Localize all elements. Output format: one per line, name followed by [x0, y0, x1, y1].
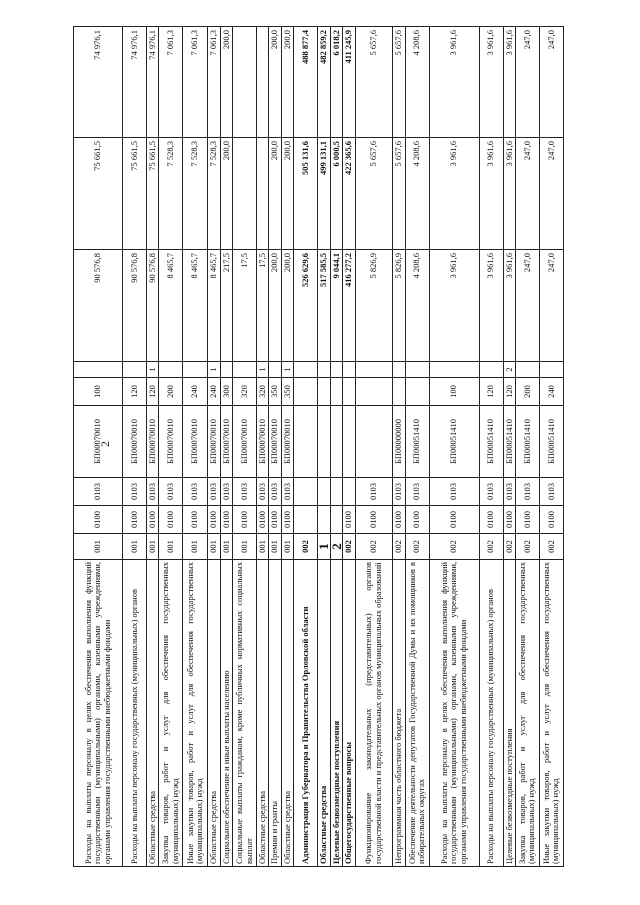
- amount-year-3: 411 245,9: [343, 27, 356, 138]
- code-admin: 002: [343, 534, 356, 560]
- amount-year-3: 5 657,6: [355, 27, 393, 138]
- amount-year-1: 526 629,6: [294, 250, 318, 362]
- code-expense-type: [343, 378, 356, 406]
- code-expense-type: 350: [269, 378, 282, 406]
- amount-year-3: 4 208,6: [405, 27, 429, 138]
- table-row: [429, 27, 479, 867]
- table-row: [208, 27, 221, 867]
- row-name: Целевые безвозмездные поступления: [503, 560, 516, 867]
- code-subsection: 0103: [183, 478, 208, 506]
- row-name: Непрограммная часть областного бюджета: [393, 560, 406, 867]
- amount-year-1: 90 576,8: [146, 250, 159, 362]
- code-target: БП00051410: [405, 406, 429, 478]
- amount-year-2: 7 528,3: [208, 138, 221, 250]
- table-row: [539, 27, 563, 867]
- amount-year-3: 3 961,6: [429, 27, 479, 138]
- code-admin: 001: [146, 534, 159, 560]
- code-source: [355, 362, 393, 378]
- code-section: 0100: [393, 506, 406, 534]
- code-admin: 002: [429, 534, 479, 560]
- code-expense-type: [393, 378, 406, 406]
- amount-year-3: 7 061,3: [208, 27, 221, 138]
- code-expense-type: [294, 378, 318, 406]
- code-admin: 002: [516, 534, 540, 560]
- amount-year-1: 3 961,6: [429, 250, 479, 362]
- code-section: 0100: [355, 506, 393, 534]
- code-target: БП00000000: [393, 406, 406, 478]
- amount-year-1: 17,5: [233, 250, 257, 362]
- code-source: [330, 362, 343, 378]
- code-expense-type: 120: [146, 378, 159, 406]
- code-subsection: 0103: [429, 478, 479, 506]
- row-name: Расходы на выплаты персоналу в целях обеспечения выполнения функций государственными (муниципальными) органами, казенными учреждениями, органами управления государственными внебюджетными фондами: [429, 560, 479, 867]
- amount-year-3: 482 859,2: [318, 27, 331, 138]
- code-subsection: 0103: [256, 478, 269, 506]
- row-name: Социальные выплаты гражданам, кроме публичных нормативных социальных выплат: [233, 560, 257, 867]
- amount-year-1: 8 465,7: [183, 250, 208, 362]
- code-subsection: 0103: [146, 478, 159, 506]
- amount-year-2: 200,0: [220, 138, 233, 250]
- code-subsection: 0103: [503, 478, 516, 506]
- code-subsection: 0103: [281, 478, 294, 506]
- code-subsection: 0103: [269, 478, 282, 506]
- code-expense-type: 320: [233, 378, 257, 406]
- amount-year-1: 217,5: [220, 250, 233, 362]
- table-row: [479, 27, 503, 867]
- amount-year-2: 3 961,6: [429, 138, 479, 250]
- table-row: [220, 27, 233, 867]
- code-section: 0100: [343, 506, 356, 534]
- code-source: [233, 362, 257, 378]
- code-section: 0100: [503, 506, 516, 534]
- amount-year-1: 9 044,1: [330, 250, 343, 362]
- amount-year-1: 5 826,9: [393, 250, 406, 362]
- code-subsection: 0103: [405, 478, 429, 506]
- code-admin: 1: [318, 534, 331, 560]
- amount-year-2: 422 365,6: [343, 138, 356, 250]
- code-target: БП00070010: [208, 406, 221, 478]
- code-expense-type: 240: [183, 378, 208, 406]
- code-target: БП00070010: [183, 406, 208, 478]
- code-subsection: [343, 478, 356, 506]
- code-expense-type: 100: [74, 378, 123, 406]
- amount-year-3: 247,0: [539, 27, 563, 138]
- code-subsection: 0103: [393, 478, 406, 506]
- amount-year-3: 74 976,1: [74, 27, 123, 138]
- amount-year-3: 5 657,6: [393, 27, 406, 138]
- budget-table: [73, 26, 564, 867]
- code-target: БП00051410: [429, 406, 479, 478]
- code-admin: 002: [294, 534, 318, 560]
- page-number: 2: [98, 441, 112, 447]
- row-name: Областные средства: [146, 560, 159, 867]
- code-section: 0100: [479, 506, 503, 534]
- code-subsection: 0103: [122, 478, 146, 506]
- amount-year-1: 3 961,6: [503, 250, 516, 362]
- code-expense-type: 320: [256, 378, 269, 406]
- code-target: [318, 406, 331, 478]
- code-subsection: 0103: [74, 478, 123, 506]
- amount-year-3: 7 061,3: [159, 27, 183, 138]
- amount-year-2: 5 657,6: [355, 138, 393, 250]
- budget-table-body: [74, 27, 564, 867]
- amount-year-2: 3 961,6: [503, 138, 516, 250]
- table-row: [503, 27, 516, 867]
- code-subsection: 0103: [516, 478, 540, 506]
- amount-year-3: 3 961,6: [503, 27, 516, 138]
- table-row: [233, 27, 257, 867]
- row-name: Иные закупки товаров, работ и услуг для обеспечения государственных (муниципальных) нужд: [539, 560, 563, 867]
- code-subsection: 0103: [208, 478, 221, 506]
- amount-year-1: 5 826,9: [355, 250, 393, 362]
- code-source: 2: [503, 362, 516, 378]
- row-name: Областные средства: [318, 560, 331, 867]
- amount-year-1: 247,0: [539, 250, 563, 362]
- amount-year-1: 90 576,8: [122, 250, 146, 362]
- code-expense-type: 120: [503, 378, 516, 406]
- code-section: 0100: [256, 506, 269, 534]
- table-row: [318, 27, 331, 867]
- code-admin: 001: [159, 534, 183, 560]
- row-name: Расходы на выплаты персоналу государственных (муниципальных) органов: [479, 560, 503, 867]
- code-section: 0100: [516, 506, 540, 534]
- code-admin: 001: [269, 534, 282, 560]
- table-row: [122, 27, 146, 867]
- row-name: Администрация Губернатора и Правительства Орловской области: [294, 560, 318, 867]
- code-admin: 001: [281, 534, 294, 560]
- code-admin: 001: [220, 534, 233, 560]
- amount-year-2: 6 000,5: [330, 138, 343, 250]
- code-target: БП00051410: [479, 406, 503, 478]
- amount-year-3: 74 976,1: [122, 27, 146, 138]
- code-admin: 002: [393, 534, 406, 560]
- row-name: Премии и гранты: [269, 560, 282, 867]
- code-section: 0100: [233, 506, 257, 534]
- table-row: [269, 27, 282, 867]
- code-section: 0100: [122, 506, 146, 534]
- amount-year-2: 505 131,6: [294, 138, 318, 250]
- code-source: [74, 362, 123, 378]
- amount-year-2: 200,0: [269, 138, 282, 250]
- table-row: [146, 27, 159, 867]
- code-admin: 001: [122, 534, 146, 560]
- code-admin: 002: [355, 534, 393, 560]
- table-row: [405, 27, 429, 867]
- row-name: Иные закупки товаров, работ и услуг для обеспечения государственных (муниципальных) нужд: [183, 560, 208, 867]
- amount-year-3: 488 877,4: [294, 27, 318, 138]
- code-section: [330, 506, 343, 534]
- code-admin: 001: [183, 534, 208, 560]
- code-expense-type: 200: [159, 378, 183, 406]
- row-name: Закупка товаров, работ и услуг для обеспечения государственных (муниципальных) нужд: [159, 560, 183, 867]
- row-name: Областные средства: [208, 560, 221, 867]
- amount-year-3: 247,0: [516, 27, 540, 138]
- code-source: [183, 362, 208, 378]
- code-target: БП00070010: [281, 406, 294, 478]
- row-name: Функционирование законодательных (представительных) органов государственной власти и представительных органов муниципальных образований: [355, 560, 393, 867]
- code-subsection: [318, 478, 331, 506]
- budget-table-rotated: [73, 27, 564, 867]
- code-expense-type: 300: [220, 378, 233, 406]
- code-source: 1: [256, 362, 269, 378]
- amount-year-2: 499 131,1: [318, 138, 331, 250]
- amount-year-3: 74 976,1: [146, 27, 159, 138]
- amount-year-3: 7 061,3: [183, 27, 208, 138]
- table-row: [74, 27, 123, 867]
- code-admin: 001: [256, 534, 269, 560]
- code-target: БП00070010: [122, 406, 146, 478]
- code-expense-type: [318, 378, 331, 406]
- amount-year-2: 247,0: [516, 138, 540, 250]
- code-admin: 001: [74, 534, 123, 560]
- code-section: 0100: [74, 506, 123, 534]
- code-section: 0100: [146, 506, 159, 534]
- amount-year-3: 6 018,2: [330, 27, 343, 138]
- code-target: БП00070010: [74, 406, 123, 478]
- code-subsection: [330, 478, 343, 506]
- code-section: [318, 506, 331, 534]
- code-admin: 002: [479, 534, 503, 560]
- code-source: [318, 362, 331, 378]
- code-section: 0100: [159, 506, 183, 534]
- code-expense-type: 100: [429, 378, 479, 406]
- code-source: [539, 362, 563, 378]
- code-target: БП00051410: [516, 406, 540, 478]
- amount-year-1: 247,0: [516, 250, 540, 362]
- code-section: 0100: [183, 506, 208, 534]
- amount-year-2: 75 661,5: [122, 138, 146, 250]
- amount-year-3: [233, 27, 257, 138]
- amount-year-1: 3 961,6: [479, 250, 503, 362]
- code-source: 1: [208, 362, 221, 378]
- code-source: [393, 362, 406, 378]
- code-target: БП00051410: [503, 406, 516, 478]
- code-subsection: 0103: [539, 478, 563, 506]
- code-target: БП00070010: [233, 406, 257, 478]
- row-name: Социальное обеспечение и иные выплаты населению: [220, 560, 233, 867]
- code-admin: 002: [539, 534, 563, 560]
- code-source: [343, 362, 356, 378]
- code-target: [330, 406, 343, 478]
- code-section: 0100: [429, 506, 479, 534]
- code-section: 0100: [208, 506, 221, 534]
- amount-year-2: [256, 138, 269, 250]
- code-source: 1: [281, 362, 294, 378]
- amount-year-2: 4 208,6: [405, 138, 429, 250]
- amount-year-1: 17,5: [256, 250, 269, 362]
- table-row: [256, 27, 269, 867]
- code-target: БП00051410: [539, 406, 563, 478]
- amount-year-1: 200,0: [281, 250, 294, 362]
- amount-year-2: [233, 138, 257, 250]
- table-row: [330, 27, 343, 867]
- code-expense-type: [405, 378, 429, 406]
- table-row: [343, 27, 356, 867]
- code-expense-type: 240: [539, 378, 563, 406]
- code-source: [269, 362, 282, 378]
- code-expense-type: 120: [122, 378, 146, 406]
- code-source: [516, 362, 540, 378]
- amount-year-2: 75 661,5: [74, 138, 123, 250]
- code-section: 0100: [269, 506, 282, 534]
- code-source: [122, 362, 146, 378]
- row-name: Целевые безвозмездные поступления: [330, 560, 343, 867]
- code-target: БП00070010: [159, 406, 183, 478]
- code-target: [294, 406, 318, 478]
- code-target: БП00070010: [256, 406, 269, 478]
- table-row: [281, 27, 294, 867]
- amount-year-3: 200,0: [269, 27, 282, 138]
- code-subsection: [294, 478, 318, 506]
- amount-year-2: 247,0: [539, 138, 563, 250]
- amount-year-3: 3 961,6: [479, 27, 503, 138]
- code-admin: 002: [503, 534, 516, 560]
- amount-year-1: 8 465,7: [208, 250, 221, 362]
- amount-year-1: 90 576,8: [74, 250, 123, 362]
- table-row: [355, 27, 393, 867]
- code-subsection: 0103: [355, 478, 393, 506]
- amount-year-1: 8 465,7: [159, 250, 183, 362]
- code-source: [429, 362, 479, 378]
- row-name: Областные средства: [281, 560, 294, 867]
- row-name: Обеспечение деятельности депутатов Государственной Думы и их помощников в избирательных округах: [405, 560, 429, 867]
- code-expense-type: [355, 378, 393, 406]
- amount-year-1: 200,0: [269, 250, 282, 362]
- amount-year-1: 4 208,6: [405, 250, 429, 362]
- amount-year-1: 517 585,5: [318, 250, 331, 362]
- code-source: [479, 362, 503, 378]
- code-target: БП00070010: [146, 406, 159, 478]
- row-name: Закупка товаров, работ и услуг для обеспечения государственных (муниципальных) нужд: [516, 560, 540, 867]
- table-row: [516, 27, 540, 867]
- table-row: [159, 27, 183, 867]
- code-expense-type: 240: [208, 378, 221, 406]
- amount-year-2: 5 657,6: [393, 138, 406, 250]
- code-admin: 001: [208, 534, 221, 560]
- amount-year-2: 7 528,3: [159, 138, 183, 250]
- amount-year-2: 75 661,5: [146, 138, 159, 250]
- row-name: Областные средства: [256, 560, 269, 867]
- code-target: БП00070010: [269, 406, 282, 478]
- code-target: [355, 406, 393, 478]
- code-admin: 2: [330, 534, 343, 560]
- code-subsection: 0103: [233, 478, 257, 506]
- code-subsection: 0103: [220, 478, 233, 506]
- amount-year-2: 7 528,3: [183, 138, 208, 250]
- code-source: 1: [146, 362, 159, 378]
- code-subsection: 0103: [159, 478, 183, 506]
- code-section: 0100: [281, 506, 294, 534]
- amount-year-3: 200,0: [281, 27, 294, 138]
- amount-year-1: 416 277,2: [343, 250, 356, 362]
- code-source: [159, 362, 183, 378]
- amount-year-3: [256, 27, 269, 138]
- table-row: [393, 27, 406, 867]
- code-source: [405, 362, 429, 378]
- amount-year-2: 200,0: [281, 138, 294, 250]
- code-expense-type: [330, 378, 343, 406]
- code-admin: 002: [405, 534, 429, 560]
- code-source: [294, 362, 318, 378]
- code-target: [343, 406, 356, 478]
- code-section: [294, 506, 318, 534]
- code-section: 0100: [405, 506, 429, 534]
- code-source: [220, 362, 233, 378]
- code-admin: 001: [233, 534, 257, 560]
- row-name: Общегосударственные вопросы: [343, 560, 356, 867]
- code-section: 0100: [220, 506, 233, 534]
- table-row: [183, 27, 208, 867]
- row-name: Расходы на выплаты персоналу государственных (муниципальных) органов: [122, 560, 146, 867]
- code-expense-type: 200: [516, 378, 540, 406]
- amount-year-2: 3 961,6: [479, 138, 503, 250]
- row-name: Расходы на выплаты персоналу в целях обеспечения выполнения функций государственными (муниципальными) органами, казенными учреждениями, органами управления государственными внебюджетными фондами: [74, 560, 123, 867]
- code-section: 0100: [539, 506, 563, 534]
- code-target: БП00070010: [220, 406, 233, 478]
- code-expense-type: 120: [479, 378, 503, 406]
- code-expense-type: 350: [281, 378, 294, 406]
- code-subsection: 0103: [479, 478, 503, 506]
- amount-year-3: 200,0: [220, 27, 233, 138]
- table-row: [294, 27, 318, 867]
